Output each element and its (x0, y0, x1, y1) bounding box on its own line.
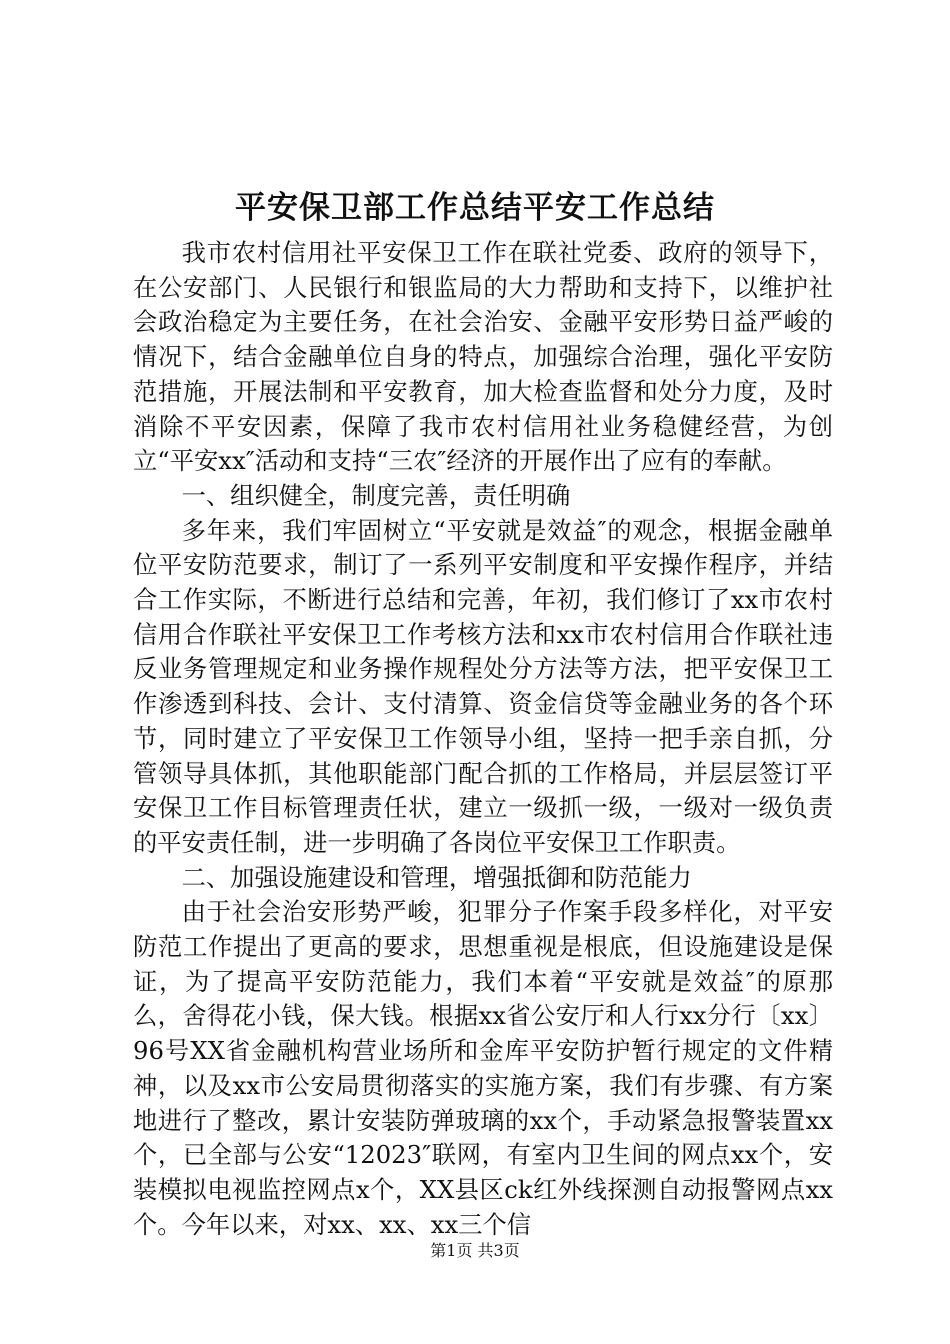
paragraph-section-2: 由于社会治安形势严峻，犯罪分子作案手段多样化，对平安防范工作提出了更高的要求，思想重视是根底，但设施建设是保证，为了提高平安防范能力，我们本着“平安就是效益″的原那么，舍得花小钱，保大钱。根据xx省公安厅和人行xx分行〔xx〕96号XX省金融机构营业场所和金库平安防护暂行规定的文件精神，以及xx市公安局贯彻落实的实施方案，我们有步骤、有方案地进行了整改，累计安装防弹玻璃的xx个，手动紧急报警装置xx个，已全部与公安“12023″联网，有室内卫生间的网点xx个，安装模拟电视监控网点x个，XX县区ck红外线探测自动报警网点xx个。今年以来，对xx、xx、xx三个信 (133, 897, 833, 1239)
paragraph-intro: 我市农村信用社平安保卫工作在联社党委、政府的领导下，在公安部门、人民银行和银监局的大力帮助和支持下，以维护社会政治稳定为主要任务，在社会治安、金融平安形势日益严峻的情况下，结合金融单位自身的特点，加强综合治理，强化平安防范措施，开展法制和平安教育，加大检查监督和处分力度，及时消除不平安因素，保障了我市农村信用社业务稳健经营，为创立“平安xx″活动和支持“三农″经济的开展作出了应有的奉献。 (133, 238, 833, 476)
section-heading-1: 一、组织健全，制度完善，责任明确 (181, 480, 571, 510)
page-footer: 第1页 共3页 (430, 1241, 520, 1260)
document-title: 平安保卫部工作总结平安工作总结 (235, 190, 715, 226)
document-body (133, 236, 833, 1242)
paragraph-section-1: 多年来，我们牢固树立“平安就是效益″的观念，根据金融单位平安防范要求，制订了一系列平安制度和平安操作程序，并结合工作实际，不断进行总结和完善，年初，我们修订了xx市农村信用合作联社平安保卫工作考核方法和xx市农村信用合作联社违反业务管理规定和业务操作规程处分方法等方法，把平安保卫工作渗透到科技、会计、支付清算、资金信贷等金融业务的各个环节，同时建立了平安保卫工作领导小组，坚持一把手亲自抓，分管领导具体抓，其他职能部门配合抓的工作格局，并层层签订平安保卫工作目标管理责任状，建立一级抓一级，一级对一级负责的平安责任制，进一步明确了各岗位平安保卫工作职责。 (133, 515, 833, 857)
section-heading-2: 二、加强设施建设和管理，增强抵御和防范能力 (181, 862, 692, 892)
